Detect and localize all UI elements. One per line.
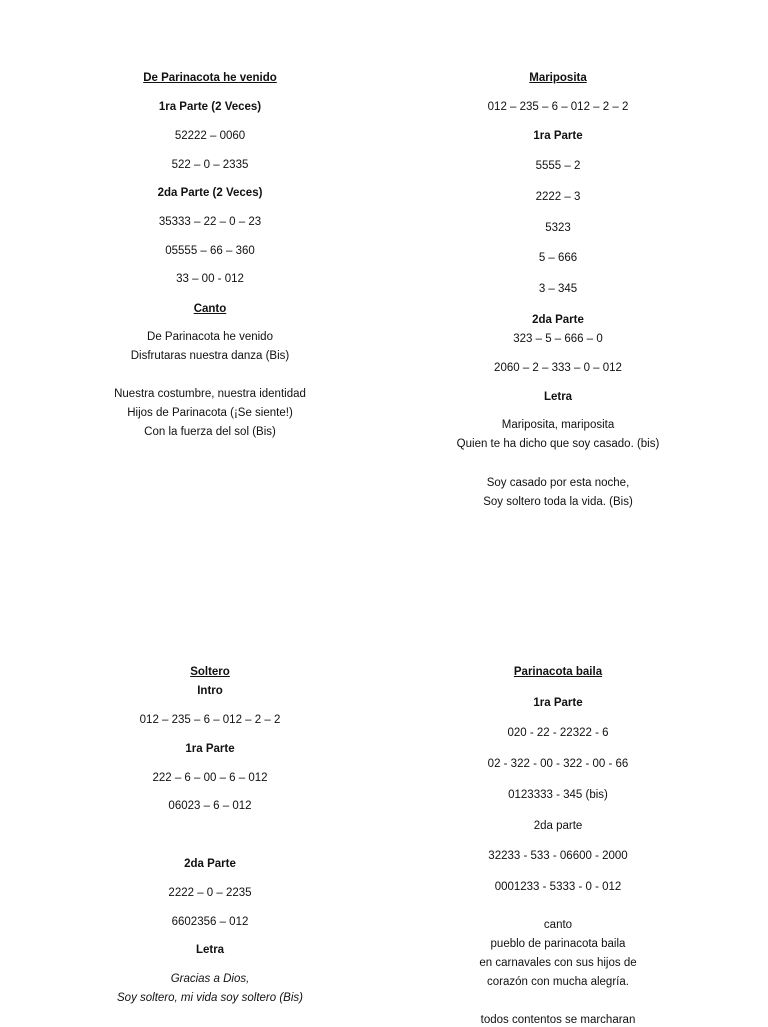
song-title: De Parinacota he venido bbox=[143, 72, 277, 84]
lyric-line: Quien te ha dicho que soy casado. (bis) bbox=[456, 438, 660, 450]
section-heading: Canto bbox=[193, 303, 227, 315]
section-heading: 2da parte bbox=[533, 820, 583, 832]
section-heading: Intro bbox=[197, 685, 223, 697]
lyric-line: pueblo de parinacota baila bbox=[490, 938, 626, 950]
notation-line: 02 - 322 - 00 - 322 - 00 - 66 bbox=[487, 758, 629, 770]
lyric-line: Soy soltero toda la vida. (Bis) bbox=[483, 496, 633, 508]
lyric-line: Soy soltero, mi vida soy soltero (Bis) bbox=[117, 992, 303, 1004]
lyric-line: todos contentos se marcharan bbox=[480, 1014, 636, 1026]
lyric-line: De Parinacota he venido bbox=[147, 331, 273, 343]
notation-line: 012 – 235 – 6 – 012 – 2 – 2 bbox=[487, 101, 629, 113]
section-heading: Letra bbox=[195, 944, 225, 956]
notation-line: 05555 – 66 – 360 bbox=[165, 245, 255, 257]
section-heading: 2da Parte bbox=[184, 858, 236, 870]
song-title: Parinacota baila bbox=[513, 666, 603, 678]
section-heading: 1ra Parte (2 Veces) bbox=[158, 101, 262, 113]
notation-line: 2222 – 3 bbox=[535, 191, 581, 203]
lyric-line: Nuestra costumbre, nuestra identidad bbox=[114, 388, 306, 400]
notation-line: 5 – 666 bbox=[538, 252, 578, 264]
section-heading: 1ra Parte bbox=[533, 697, 583, 709]
section-heading: Letra bbox=[543, 391, 573, 403]
notation-line: 06023 – 6 – 012 bbox=[168, 800, 252, 812]
notation-line: 0123333 - 345 (bis) bbox=[508, 789, 608, 801]
notation-line: 0001233 - 5333 - 0 - 012 bbox=[494, 881, 622, 893]
lyric-line: Soy casado por esta noche, bbox=[486, 477, 630, 489]
lyric-line: Hijos de Parinacota (¡Se siente!) bbox=[127, 407, 293, 419]
section-heading: canto bbox=[543, 919, 573, 931]
lyric-line: Mariposita, mariposita bbox=[501, 419, 615, 431]
notation-line: 2222 – 0 – 2235 bbox=[168, 887, 252, 899]
section-heading: 1ra Parte bbox=[533, 130, 583, 142]
lyric-line: en carnavales con sus hijos de bbox=[479, 957, 637, 969]
notation-line: 3 – 345 bbox=[538, 283, 578, 295]
lyric-line: corazón con mucha alegría. bbox=[487, 976, 629, 988]
notation-line: 6602356 – 012 bbox=[171, 916, 249, 928]
section-heading: 1ra Parte bbox=[185, 743, 235, 755]
notation-line: 323 – 5 – 666 – 0 bbox=[513, 333, 603, 345]
notation-line: 5323 bbox=[545, 222, 571, 234]
notation-line: 5555 – 2 bbox=[535, 160, 581, 172]
notation-line: 222 – 6 – 00 – 6 – 012 bbox=[152, 772, 268, 784]
notation-line: 522 – 0 – 2335 bbox=[171, 159, 249, 171]
notation-line: 52222 – 0060 bbox=[174, 130, 246, 142]
section-heading: 2da Parte bbox=[532, 314, 584, 326]
song-title: Soltero bbox=[190, 666, 230, 678]
notation-line: 33 – 00 - 012 bbox=[176, 273, 244, 285]
notation-line: 020 - 22 - 22322 - 6 bbox=[507, 727, 609, 739]
lyric-line: Con la fuerza del sol (Bis) bbox=[144, 426, 276, 438]
notation-line: 012 – 235 – 6 – 012 – 2 – 2 bbox=[139, 714, 281, 726]
notation-line: 32233 - 533 - 06600 - 2000 bbox=[488, 850, 628, 862]
notation-line: 35333 – 22 – 0 – 23 bbox=[158, 216, 262, 228]
song-title: Mariposita bbox=[529, 72, 587, 84]
notation-line: 2060 – 2 – 333 – 0 – 012 bbox=[494, 362, 622, 374]
lyric-line: Gracias a Dios, bbox=[170, 973, 250, 985]
lyric-line: Disfrutaras nuestra danza (Bis) bbox=[130, 350, 290, 362]
section-heading: 2da Parte (2 Veces) bbox=[157, 187, 263, 199]
